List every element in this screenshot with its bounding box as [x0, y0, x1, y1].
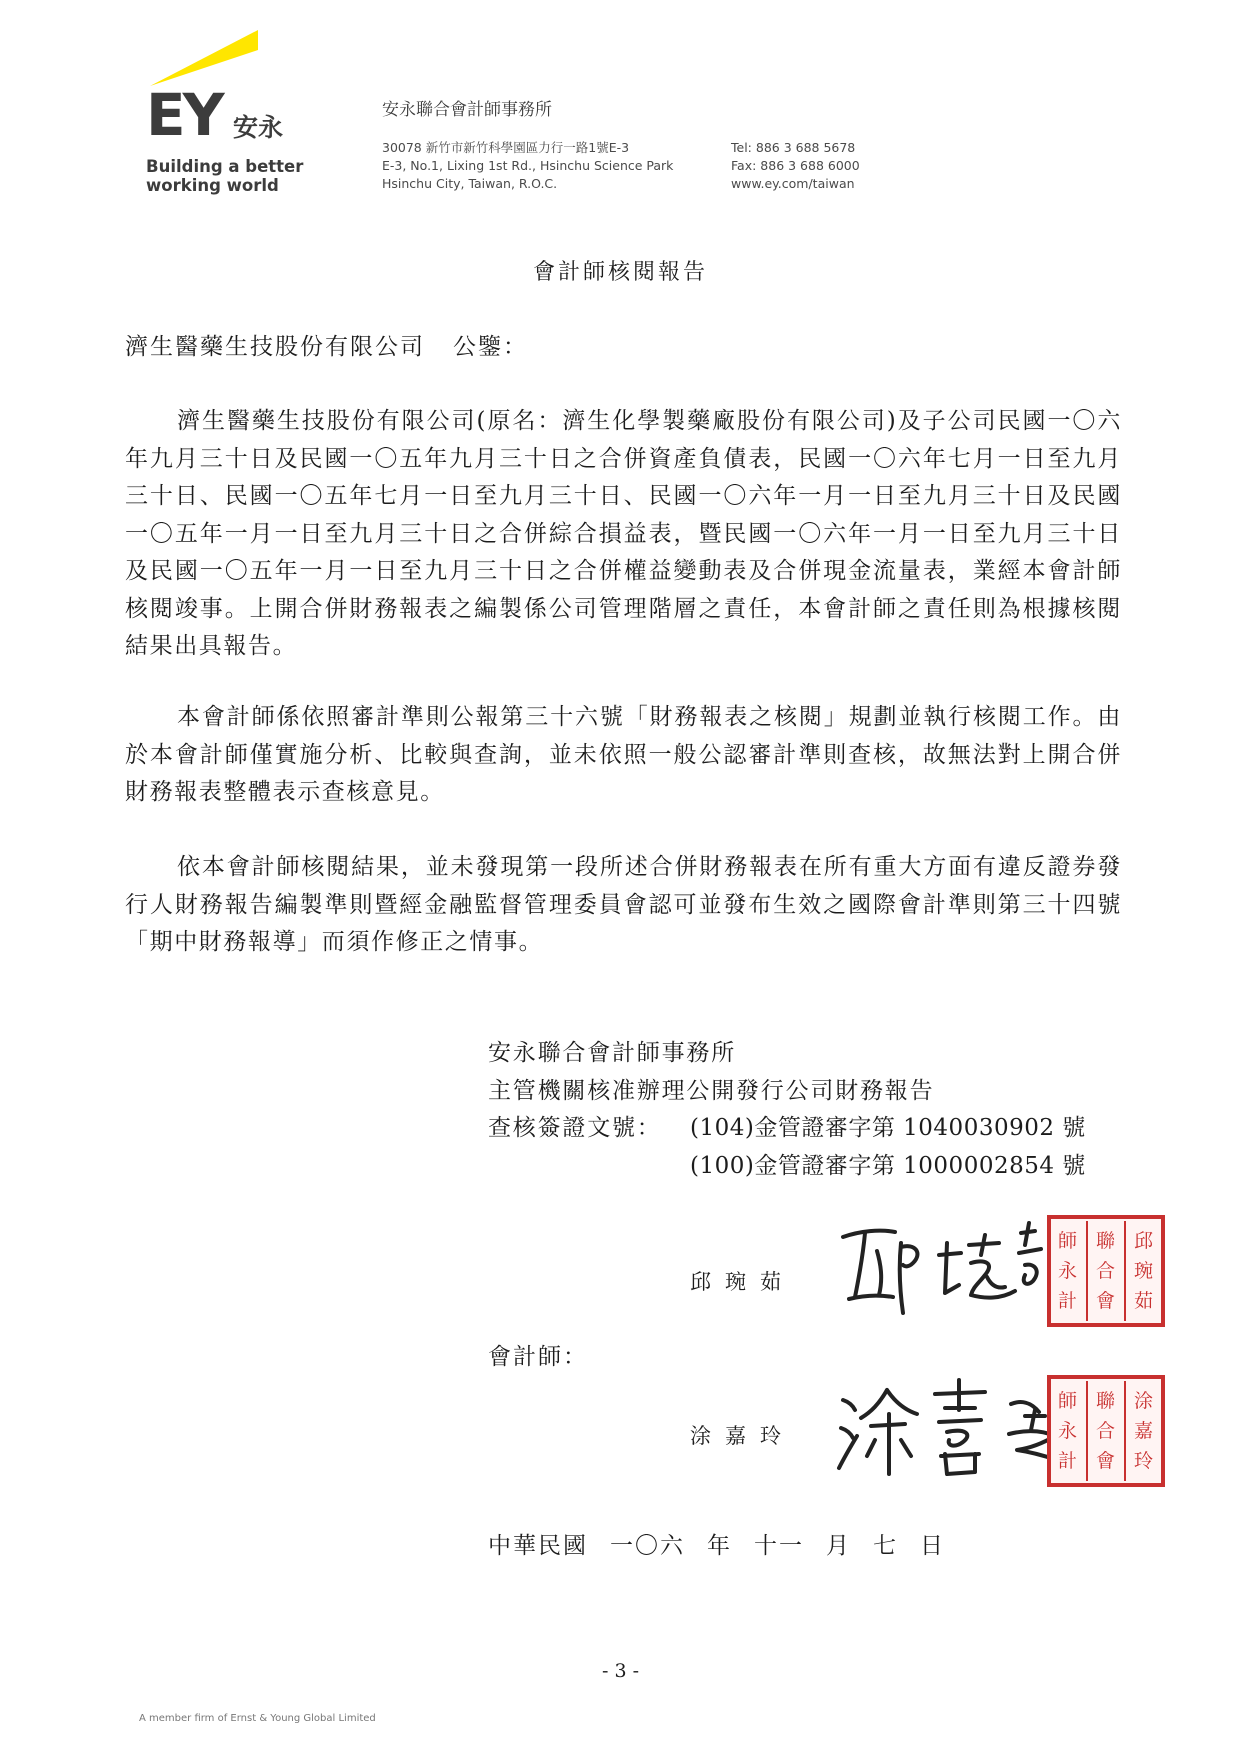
svg-text:合: 合 — [1096, 1420, 1116, 1442]
cpa-label: 會計師： — [488, 1344, 588, 1370]
letterhead-contact — [731, 139, 860, 193]
date-year: 一〇六 — [610, 1533, 685, 1559]
cpa-name-2: 涂嘉玲 — [690, 1424, 795, 1448]
license-label: 查核簽證文號： — [488, 1115, 662, 1141]
ey-logo: EY — [146, 81, 222, 149]
svg-text:涂: 涂 — [1134, 1390, 1154, 1412]
page-number: - 3 - — [601, 1660, 639, 1682]
svg-text:計: 計 — [1058, 1290, 1078, 1312]
address-line-3: Hsinchu City, Taiwan, R.O.C. — [382, 176, 558, 191]
addressee: 濟生醫藥生技股份有限公司 — [125, 334, 425, 360]
address-line-1: 30078 新竹市新竹科學園區力行一路1號E-3 — [382, 140, 630, 155]
svg-text:茹: 茹 — [1134, 1290, 1154, 1312]
license-1: (104)金管證審字第 1040030902 號 — [690, 1115, 1086, 1141]
seal-2 — [1047, 1375, 1165, 1491]
svg-text:永: 永 — [1058, 1420, 1078, 1442]
date-era: 中華民國 — [488, 1533, 588, 1559]
paragraph-basis: 本會計師係依照審計準則公報第三十六號「財務報表之核閱」規劃並執行核閱工作。由於本會計師僅實施分析、比較與查詢，並未依照一般公認審計準則查核，故無法對上開合併財務報表整體表示查核意見。 — [125, 704, 1122, 805]
license-numbers — [690, 1110, 1086, 1185]
letterhead-firm-name: 安永聯合會計師事務所 — [382, 100, 552, 120]
svg-text:聯: 聯 — [1096, 1390, 1116, 1412]
ey-logo-chinese: 安永 — [233, 113, 284, 142]
signature-2 — [835, 1370, 1065, 1494]
svg-text:師: 師 — [1058, 1390, 1078, 1412]
signature-1 — [835, 1215, 1045, 1329]
paragraph-scope: 濟生醫藥生技股份有限公司(原名：濟生化學製藥廠股份有限公司)及子公司民國一〇六年九月三十日及民國一〇五年九月三十日之合併資產負債表，民國一〇六年七月一日至九月三十日、民國一〇五年七月一日至九月三十日、民國一〇六年一月一日至九月三十日及民國一〇五年一月一日至九月三十日之合併綜合損益表，暨民國一〇六年一月一日至九月三十日及民國一〇五年一月一日至九月三十日之合併權益變動表及合併現金流量表，業經本會計師核閱竣事。上開合併財務報表之編製係公司管理階層之責任，本會計師之責任則為根據核閱結果出具報告。 — [125, 408, 1122, 659]
signoff-approval: 主管機關核准辦理公開發行公司財務報告 — [488, 1077, 935, 1104]
contact-fax: Fax: 886 3 688 6000 — [731, 158, 860, 173]
ey-tagline — [146, 157, 303, 195]
svg-text:合: 合 — [1096, 1260, 1116, 1282]
date-month: 十一 — [754, 1533, 804, 1559]
date-day: 七 — [873, 1533, 898, 1559]
seal-1 — [1047, 1215, 1165, 1331]
salutation — [125, 328, 528, 361]
svg-text:永: 永 — [1058, 1260, 1078, 1282]
letterhead-address — [382, 139, 673, 193]
paragraph-conclusion: 依本會計師核閱結果，並未發現第一段所述合併財務報表在所有重大方面有違反證券發行人財務報告編製準則暨經金融監督管理委員會認可並發布生效之國際會計準則第三十四號「期中財務報導」而須作修正之情事。 — [125, 854, 1122, 955]
date-year-unit: 年 — [707, 1533, 732, 1559]
address-line-2: E-3, No.1, Lixing 1st Rd., Hsinchu Science Park — [382, 158, 674, 173]
svg-text:會: 會 — [1096, 1290, 1116, 1312]
tagline-line-2: working world — [146, 176, 279, 195]
date-month-unit: 月 — [826, 1533, 851, 1559]
date-day-unit: 日 — [920, 1533, 945, 1559]
svg-text:聯: 聯 — [1096, 1230, 1116, 1252]
contact-web: www.ey.com/taiwan — [731, 176, 855, 191]
svg-text:計: 計 — [1058, 1450, 1078, 1472]
report-date — [488, 1527, 945, 1560]
contact-tel: Tel: 886 3 688 5678 — [731, 140, 856, 155]
cpa-name-1: 邱琬茹 — [690, 1270, 795, 1294]
signoff-firm: 安永聯合會計師事務所 — [488, 1040, 736, 1066]
svg-text:玲: 玲 — [1134, 1450, 1154, 1472]
tagline-line-1: Building a better — [146, 157, 304, 176]
svg-text:琬: 琬 — [1134, 1260, 1154, 1282]
addressee-suffix: 公鑒： — [453, 334, 528, 360]
signoff-firm-block — [488, 1035, 934, 1110]
svg-text:嘉: 嘉 — [1134, 1420, 1154, 1442]
svg-text:師: 師 — [1058, 1230, 1078, 1252]
report-title: 會計師核閱報告 — [532, 260, 708, 285]
member-firm-note: A member firm of Ernst & Young Global Limited — [139, 1713, 376, 1724]
svg-text:會: 會 — [1096, 1450, 1116, 1472]
svg-text:邱: 邱 — [1134, 1230, 1154, 1252]
license-2: (100)金管證審字第 1000002854 號 — [690, 1152, 1086, 1179]
